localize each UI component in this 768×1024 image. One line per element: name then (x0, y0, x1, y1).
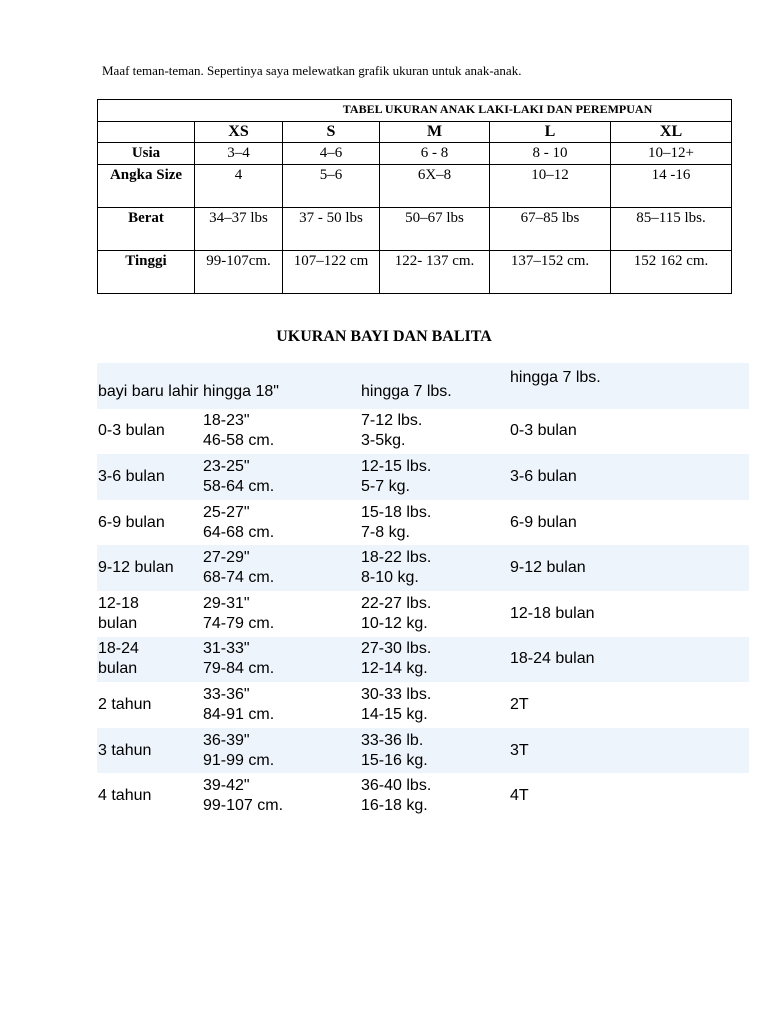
row-label: Usia (98, 143, 195, 165)
baby-size-table (97, 363, 749, 819)
table-cell: 152 162 cm. (611, 251, 732, 294)
table-cell: 18-23" 46-58 cm. (203, 412, 275, 450)
table-cell: hingga 18" (203, 382, 279, 400)
table-row (97, 545, 749, 591)
table-cell: 3 tahun (98, 741, 152, 759)
table-cell: 14 -16 (611, 165, 732, 208)
table-cell: 29-31" 74-79 cm. (203, 594, 275, 632)
table-cell: 0-3 bulan (98, 422, 165, 440)
table-cell: 3-6 bulan (510, 467, 577, 485)
table-cell: 25-27" 64-68 cm. (203, 503, 275, 541)
header-cell: S (283, 122, 380, 143)
table-cell: 2T (510, 695, 529, 713)
table-cell: 4 tahun (98, 787, 152, 805)
row-label: Berat (98, 208, 195, 251)
kids-table-title: TABEL UKURAN ANAK LAKI-LAKI DAN PEREMPUAN (98, 100, 732, 122)
table-cell: 4–6 (283, 143, 380, 165)
table-cell: hingga 7 lbs. (510, 369, 601, 386)
table-row (98, 251, 732, 294)
table-cell: 36-40 lbs. 16-18 kg. (361, 777, 432, 815)
table-row (97, 591, 749, 637)
table-cell: 6 - 8 (380, 143, 490, 165)
table-cell: 12-18 bulan (98, 594, 139, 632)
table-cell: 85–115 lbs. (611, 208, 732, 251)
table-cell: 3T (510, 741, 529, 759)
table-row (97, 454, 749, 500)
table-cell: 33-36 lb. 15-16 kg. (361, 731, 428, 769)
table-cell: 3-6 bulan (98, 467, 165, 485)
header-cell: XS (195, 122, 283, 143)
table-cell: 99-107cm. (195, 251, 283, 294)
table-cell: 27-29" 68-74 cm. (203, 549, 275, 587)
table-cell: 107–122 cm (283, 251, 380, 294)
table-cell: 12-18 bulan (510, 604, 595, 622)
kids-size-table (97, 99, 732, 294)
table-row (97, 682, 749, 728)
table-cell: 7-12 lbs. 3-5kg. (361, 412, 423, 450)
table-cell: 31-33" 79-84 cm. (203, 640, 275, 678)
table-cell: 18-22 lbs. 8-10 kg. (361, 549, 432, 587)
row-label: Tinggi (98, 251, 195, 294)
table-cell: 0-3 bulan (510, 422, 577, 440)
table-cell: 137–152 cm. (490, 251, 611, 294)
header-cell: M (380, 122, 490, 143)
table-cell: 9-12 bulan (510, 559, 586, 577)
table-cell: 50–67 lbs (380, 208, 490, 251)
header-cell (98, 122, 195, 143)
table-cell: 6-9 bulan (98, 513, 165, 531)
table-row (97, 363, 749, 409)
table-cell: 18-24 bulan (510, 650, 595, 668)
table-row (97, 728, 749, 774)
intro-text: Maaf teman-teman. Sepertinya saya melewatkan grafik ukuran untuk anak-anak. (102, 63, 522, 78)
table-cell: 10–12+ (611, 143, 732, 165)
table-cell: 34–37 lbs (195, 208, 283, 251)
table-cell: 30-33 lbs. 14-15 kg. (361, 685, 432, 723)
table-cell: 4T (510, 787, 529, 805)
baby-section-title: UKURAN BAYI DAN BALITA (276, 328, 492, 345)
table-cell: bayi baru lahir (98, 382, 199, 400)
table-row (98, 165, 732, 208)
table-cell: 2 tahun (98, 695, 152, 713)
row-label: Angka Size (98, 165, 195, 208)
table-cell: 10–12 (490, 165, 611, 208)
table-cell: 15-18 lbs. 7-8 kg. (361, 503, 432, 541)
table-row (98, 143, 732, 165)
table-cell: 36-39" 91-99 cm. (203, 731, 275, 769)
table-cell: 5–6 (283, 165, 380, 208)
table-cell: 122- 137 cm. (380, 251, 490, 294)
table-cell: 67–85 lbs (490, 208, 611, 251)
table-row (97, 500, 749, 546)
header-cell: L (490, 122, 611, 143)
table-cell: 33-36" 84-91 cm. (203, 685, 275, 723)
table-cell: 6-9 bulan (510, 513, 577, 531)
table-cell: 8 - 10 (490, 143, 611, 165)
header-cell: XL (611, 122, 732, 143)
table-cell: 9-12 bulan (98, 559, 174, 577)
table-cell: 12-15 lbs. 5-7 kg. (361, 457, 432, 495)
table-row (98, 208, 732, 251)
table-row (97, 773, 749, 819)
table-cell: 37 - 50 lbs (283, 208, 380, 251)
table-cell: 6X–8 (380, 165, 490, 208)
table-cell: 23-25" 58-64 cm. (203, 457, 275, 495)
table-row (97, 637, 749, 683)
table-cell: 18-24 bulan (98, 640, 139, 678)
table-cell: 39-42" 99-107 cm. (203, 777, 284, 815)
table-row (97, 409, 749, 455)
table-cell: 4 (195, 165, 283, 208)
table-cell: 3–4 (195, 143, 283, 165)
table-cell: 22-27 lbs. 10-12 kg. (361, 594, 432, 632)
table-cell: hingga 7 lbs. (361, 382, 452, 400)
table-cell: 27-30 lbs. 12-14 kg. (361, 640, 432, 678)
